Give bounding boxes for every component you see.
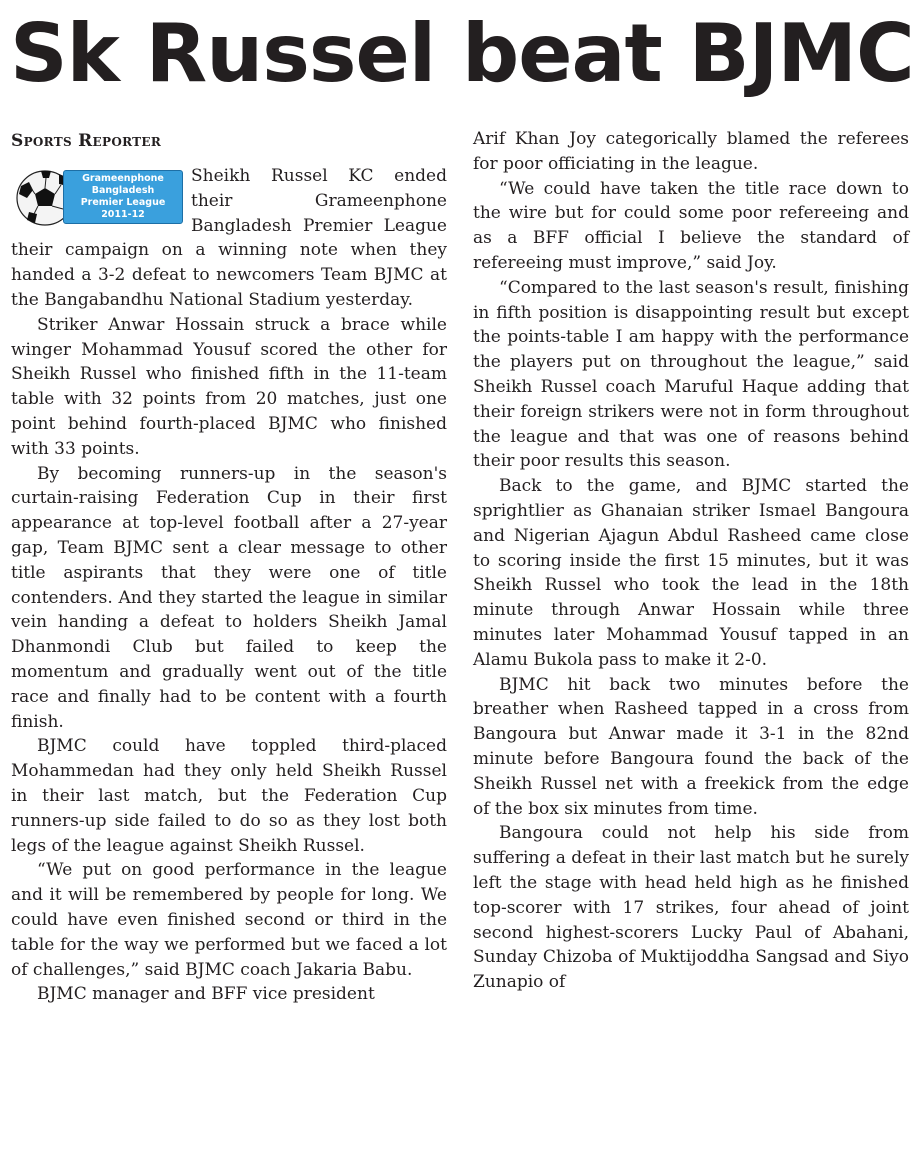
paragraph: BJMC hit back two minutes before the breather when Rasheed tapped in a cross from Bangoura but Anwar made it 3-1 in the 82nd minute before Bangoura found the back of the Sheikh Russel net with a freekick from the edge of the box six minutes from time. [473,674,909,819]
league-logo [11,166,183,226]
paragraph: Arif Khan Joy categorically blamed the referees for poor officiating in the league. [473,129,909,174]
badge-line: Grameenphone [82,173,164,184]
badge-line: Premier League [80,197,166,208]
paragraph: BJMC manager and BFF vice president [37,984,375,1005]
paragraph: Bangoura could not help his side from suffering a defeat in their last match but he surely left the stage with head held high as he finished top-scorer with 17 strikes, four ahead of joint second highest-scorers Lucky Paul of Abahani, Sunday Chizoba of Muktijoddha Sangsad and Siyo Zunapio of [473,823,909,993]
badge-line: 2011-12 [101,209,145,220]
badge-line: Bangladesh [91,185,155,196]
paragraph: BJMC could have toppled third-placed Mohammedan had they only held Sheikh Russel in their last match, but the Federation Cup runners-up side failed to do so as they lost both legs of the league against Sheikh Russel. [11,736,447,856]
paragraph: “Compared to the last season's result, finishing in fifth position is disappointing result but except the points-table I am happy with the performance the players put on throughout the league,” said Sheikh Russel coach Maruful Haque adding that their foreign strikers were not in form throughout the league and that was one of reasons behind their poor results this season. [473,277,909,472]
left-column [11,126,447,1007]
paragraph: By becoming runners-up in the season's curtain-raising Federation Cup in their first appearance at top-level football after a 27-year gap, Team BJMC sent a clear message to other title aspirants that they were one of title contenders. And they started the league in similar vein handing a defeat to holders Sheikh Jamal Dhanmondi Club but failed to keep the momentum and gradually went out of the title race and finally had to be content with a fourth finish. [11,463,447,732]
paragraph: Sheikh Russel KC ended their Grameenphone Bangladesh Premier League their campaign on a winning note when they handed a 3-2 defeat to newcomers Team BJMC at the Bangabandhu National Stadium yesterday. [11,166,447,310]
byline: Sports Reporter [11,131,162,151]
paragraph: Back to the game, and BJMC started the sprightlier as Ghanaian striker Ismael Bangoura and Nigerian Ajagun Abdul Rasheed came close to scoring inside the first 15 minutes, but it was Sheikh Russel who took the lead in the 18th minute through Anwar Hossain while three minutes later Mohammad Yousuf tapped in an Alamu Bukola pass to make it 2-0. [473,476,909,670]
headline: Sk Russel beat BJMC [10,7,914,100]
paragraph: Striker Anwar Hossain struck a brace while winger Mohammad Yousuf scored the other for Sheikh Russel who finished fifth in the 11-team table with 32 points from 20 matches, just one point behind fourth-placed BJMC who finished with 33 points. [11,314,447,459]
right-column [473,127,909,995]
paragraph: “We could have taken the title race down to the wire but for could some poor refereeing and as a BFF official I believe the standard of refereeing must improve,” said Joy. [473,178,909,273]
paragraph: “We put on good performance in the league and it will be remembered by people for long. We could have even finished second or third in the table for the way we performed but we faced a lot of challenges,” said BJMC coach Jakaria Babu. [11,860,447,980]
league-badge [63,170,183,224]
